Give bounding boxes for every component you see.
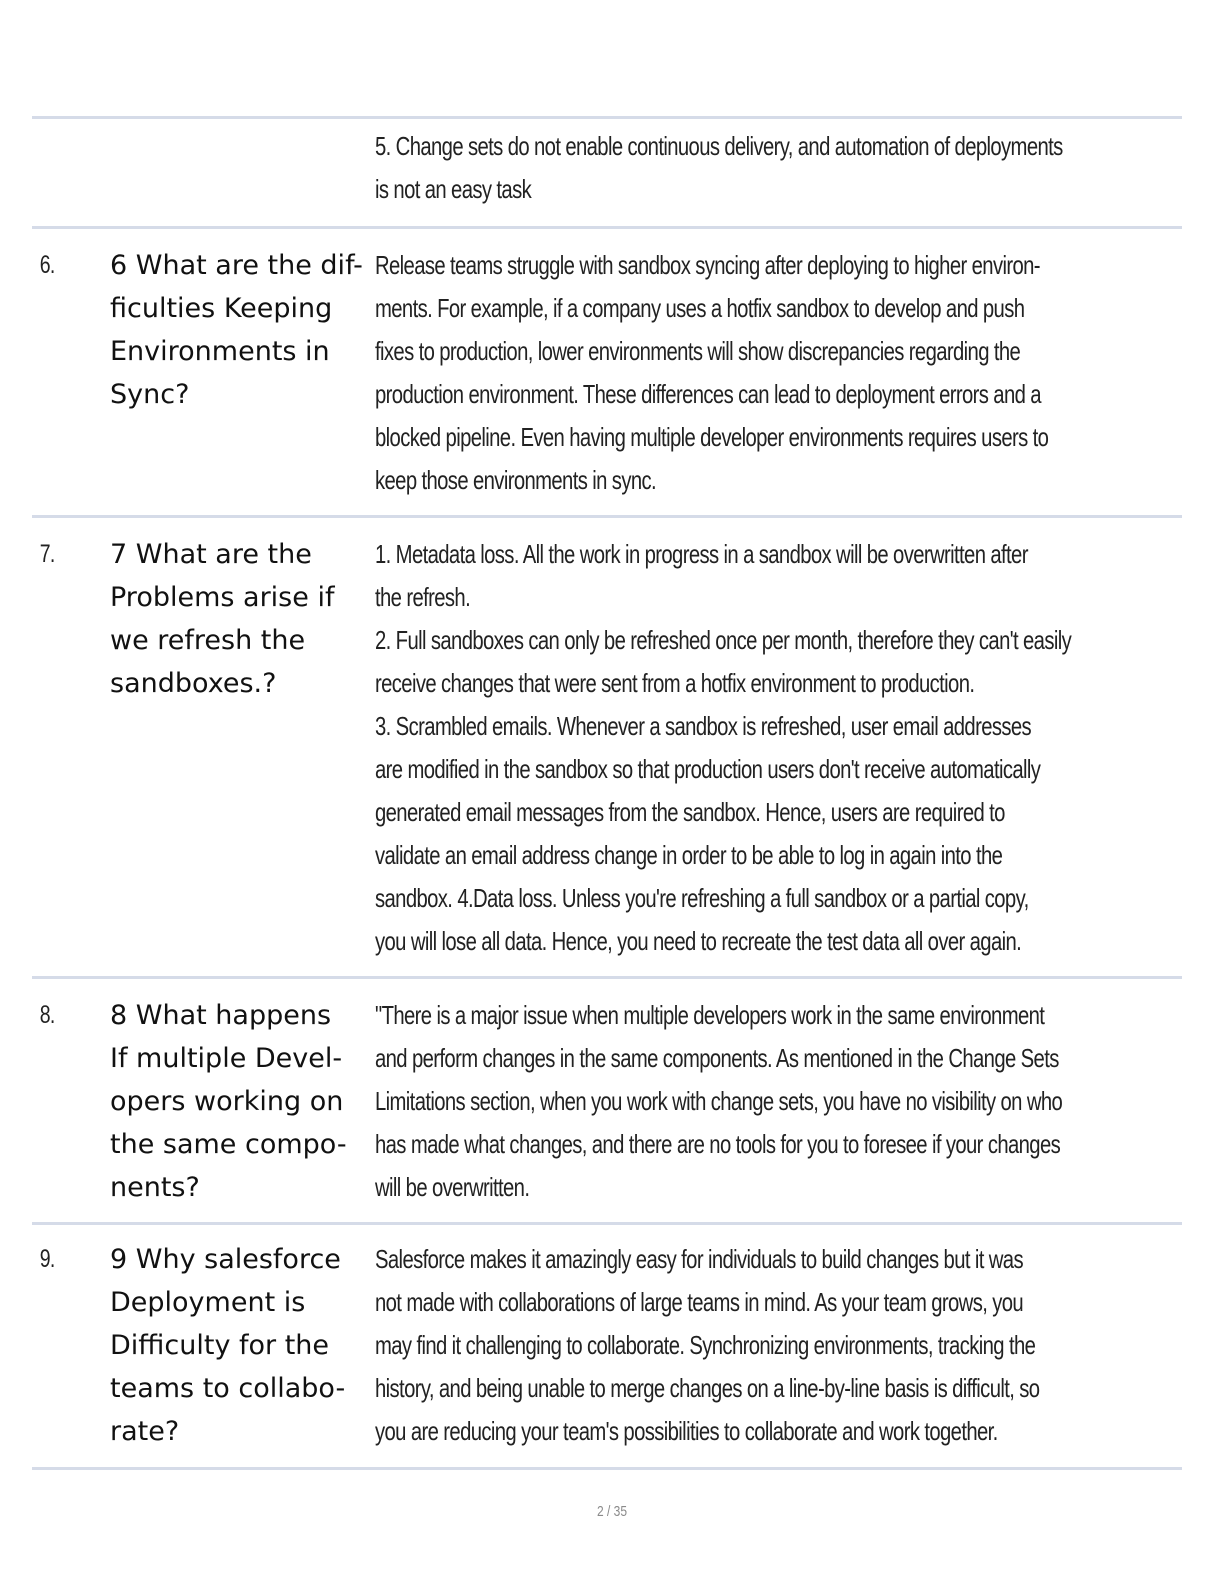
text-line: 6 What are the dif- — [110, 250, 363, 281]
text-line: 7 What are the — [110, 539, 312, 570]
table-row — [32, 976, 1182, 1222]
text-line: Salesforce makes it amazingly easy for individuals to build changes but it was — [375, 1244, 1023, 1274]
answer-lines — [375, 125, 1182, 211]
text-line: 2. Full sandboxes can only be refreshed once per month, therefore they can't easily — [375, 625, 1072, 655]
answer-cell — [375, 244, 1182, 515]
text-line: validate an email address change in order to be able to log in again into the — [375, 840, 1003, 870]
row-number: 7. — [39, 540, 55, 568]
answer-cell — [375, 994, 1182, 1222]
text-line: history, and being unable to merge changes on a line-by-line basis is difficult, so — [375, 1373, 1040, 1403]
page-indicator: 2 / 35 — [596, 1503, 628, 1520]
row-number: 6. — [39, 251, 55, 279]
answer-cell — [375, 533, 1182, 976]
answer-cell — [375, 125, 1182, 226]
text-line: "There is a major issue when multiple developers work in the same environment — [375, 1000, 1045, 1030]
text-line: Release teams struggle with sandbox syncing after deploying to higher environ- — [375, 250, 1040, 280]
text-line: Limitations section, when you work with change sets, you have no visibility on who — [375, 1086, 1063, 1116]
text-line: the same compo- — [110, 1129, 347, 1160]
text-line: ments. For example, if a company uses a hotfix sandbox to develop and push — [375, 293, 1025, 323]
text-line: 5. Change sets do not enable continuous delivery, and automation of deployments — [375, 131, 1063, 161]
table-row — [32, 226, 1182, 515]
text-line: sandboxes.? — [110, 668, 277, 699]
text-line: Difficulty for the — [110, 1330, 330, 1361]
row-number — [32, 125, 93, 226]
table-row — [32, 116, 1182, 226]
row-number: 9. — [39, 1245, 55, 1273]
text-line: 3. Scrambled emails. Whenever a sandbox is refreshed, user email addresses — [375, 711, 1032, 741]
question-cell — [110, 244, 375, 515]
question-cell — [110, 1238, 375, 1467]
answer-lines — [375, 533, 1182, 963]
text-line: rate? — [110, 1416, 180, 1447]
qa-table — [32, 116, 1182, 1470]
text-line: ficulties Keeping — [110, 293, 333, 324]
text-line: generated email messages from the sandbox. Hence, users are required to — [375, 797, 1005, 827]
text-line: keep those environments in sync. — [375, 465, 657, 495]
text-line: 1. Metadata loss. All the work in progress in a sandbox will be overwritten after — [375, 539, 1028, 569]
table-row — [32, 515, 1182, 976]
table-row — [32, 1222, 1182, 1470]
row-number: 8. — [39, 1001, 55, 1029]
text-line: Deployment is — [110, 1287, 306, 1318]
text-line: and perform changes in the same components. As mentioned in the Change Sets — [375, 1043, 1059, 1073]
text-line: may find it challenging to collaborate. Synchronizing environments, tracking the — [375, 1330, 1036, 1360]
text-line: teams to collabo- — [110, 1373, 346, 1404]
text-line: blocked pipeline. Even having multiple developer environments requires users to — [375, 422, 1049, 452]
text-line: opers working on — [110, 1086, 344, 1117]
text-line: you will lose all data. Hence, you need to recreate the test data all over again. — [375, 926, 1022, 956]
text-line: receive changes that were sent from a hotfix environment to production. — [375, 668, 975, 698]
text-line: nents? — [110, 1172, 200, 1203]
text-line: 9 Why salesforce — [110, 1244, 341, 1275]
text-line: sandbox. 4.Data loss. Unless you're refreshing a full sandbox or a partial copy, — [375, 883, 1029, 913]
text-line: Environments in — [110, 336, 330, 367]
question-cell — [110, 994, 375, 1222]
answer-lines — [375, 1238, 1182, 1453]
text-line: production environment. These differences can lead to deployment errors and a — [375, 379, 1041, 409]
question-cell — [110, 533, 375, 976]
text-line: fixes to production, lower environments will show discrepancies regarding the — [375, 336, 1021, 366]
text-line: will be overwritten. — [375, 1172, 530, 1202]
text-line: Sync? — [110, 379, 190, 410]
answer-lines — [375, 244, 1182, 502]
text-line: not made with collaborations of large teams in mind. As your team grows, you — [375, 1287, 1024, 1317]
text-line: is not an easy task — [375, 174, 532, 204]
text-line: has made what changes, and there are no tools for you to foresee if your changes — [375, 1129, 1061, 1159]
text-line: we refresh the — [110, 625, 306, 656]
text-line: Problems arise if — [110, 582, 335, 613]
text-line: the refresh. — [375, 582, 471, 612]
answer-cell — [375, 1238, 1182, 1467]
text-line: 8 What happens — [110, 1000, 332, 1031]
text-line: you are reducing your team's possibilities to collaborate and work together. — [375, 1416, 998, 1446]
answer-lines — [375, 994, 1182, 1209]
text-line: are modified in the sandbox so that production users don't receive automatically — [375, 754, 1041, 784]
text-line: If multiple Devel- — [110, 1043, 343, 1074]
question-cell — [110, 125, 375, 226]
